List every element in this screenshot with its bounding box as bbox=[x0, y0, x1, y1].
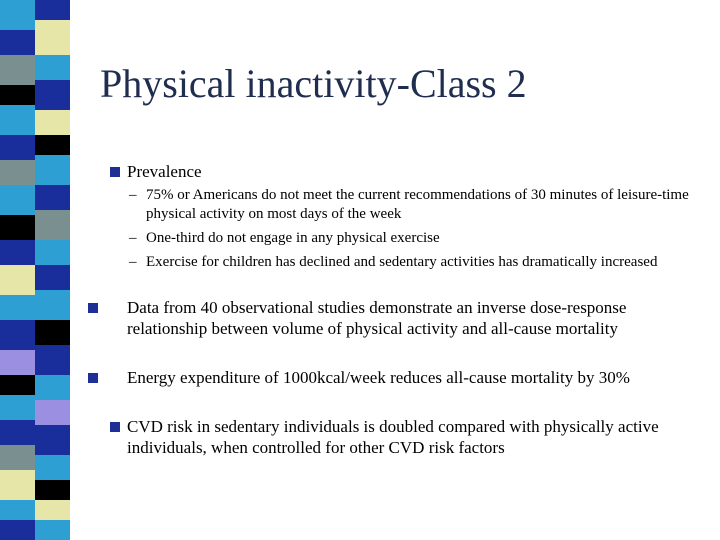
bullet-square-icon bbox=[88, 373, 98, 383]
stripe-block bbox=[0, 350, 35, 375]
stripe-block bbox=[35, 240, 70, 265]
stripe-block bbox=[35, 500, 70, 520]
stripe-block bbox=[0, 470, 35, 500]
stripe-block bbox=[35, 290, 70, 320]
stripe-block bbox=[35, 20, 70, 55]
stripe-block bbox=[0, 320, 35, 350]
stripe-block bbox=[35, 320, 70, 345]
bullet-square-icon bbox=[110, 167, 120, 177]
stripe-block bbox=[0, 240, 35, 265]
stripe-block bbox=[35, 110, 70, 135]
bullet-square-icon bbox=[110, 422, 120, 432]
dash-marker: – bbox=[129, 187, 137, 203]
stripe-block bbox=[0, 0, 35, 30]
stripe-block bbox=[0, 160, 35, 185]
stripe-block bbox=[35, 400, 70, 425]
bullet-energy-expenditure: Energy expenditure of 1000kcal/week reduces all-cause mortality by 30% bbox=[127, 368, 630, 387]
stripe-block bbox=[35, 210, 70, 240]
stripe-block bbox=[0, 295, 35, 320]
stripe-block bbox=[0, 55, 35, 85]
sub-bullet-text: One-third do not engage in any physical exercise bbox=[146, 230, 440, 246]
stripe-block bbox=[0, 265, 35, 295]
sub-bullet-one-third bbox=[129, 229, 689, 248]
stripe-block bbox=[0, 375, 35, 395]
bullet-cvd-risk: CVD risk in sedentary individuals is doubled compared with physically active individuals, when controlled for other CVD risk factors bbox=[127, 417, 659, 457]
stripe-block bbox=[35, 480, 70, 500]
stripe-block bbox=[0, 420, 35, 445]
bullet-square-icon bbox=[88, 303, 98, 313]
sub-bullet-text: 75% or Americans do not meet the current recommendations of 30 minutes of leisure-time physical activity on most days of the week bbox=[146, 187, 689, 222]
stripe-block bbox=[35, 185, 70, 210]
stripe-block bbox=[0, 395, 35, 420]
stripe-block bbox=[0, 215, 35, 240]
sub-bullet-children bbox=[129, 253, 689, 272]
sub-bullet-americans bbox=[129, 186, 689, 224]
stripe-block bbox=[35, 0, 70, 20]
stripe-block bbox=[0, 185, 35, 215]
bullet-prevalence: Prevalence bbox=[127, 162, 202, 181]
bullet-observational-studies: Data from 40 observational studies demonstrate an inverse dose-response relationship between volume of physical activity and all-cause mortality bbox=[127, 298, 627, 338]
stripe-block bbox=[35, 155, 70, 185]
stripe-block bbox=[35, 55, 70, 80]
stripe-block bbox=[0, 500, 35, 520]
dash-marker: – bbox=[129, 254, 137, 270]
stripe-block bbox=[35, 375, 70, 400]
stripe-block bbox=[0, 135, 35, 160]
stripe-block bbox=[0, 85, 35, 105]
dash-marker: – bbox=[129, 230, 137, 246]
stripe-block bbox=[35, 345, 70, 375]
stripe-block bbox=[35, 80, 70, 110]
stripe-block bbox=[35, 455, 70, 480]
stripe-block bbox=[0, 30, 35, 55]
stripe-block bbox=[35, 135, 70, 155]
slide-title: Physical inactivity-Class 2 bbox=[100, 61, 527, 106]
stripe-block bbox=[0, 520, 35, 540]
stripe-block bbox=[35, 265, 70, 290]
stripe-block bbox=[35, 425, 70, 455]
decorative-side-stripe bbox=[0, 0, 70, 540]
stripe-block bbox=[0, 105, 35, 135]
stripe-block bbox=[0, 445, 35, 470]
sub-bullet-text: Exercise for children has declined and sedentary activities has dramatically increased bbox=[146, 254, 658, 270]
stripe-block bbox=[35, 520, 70, 540]
